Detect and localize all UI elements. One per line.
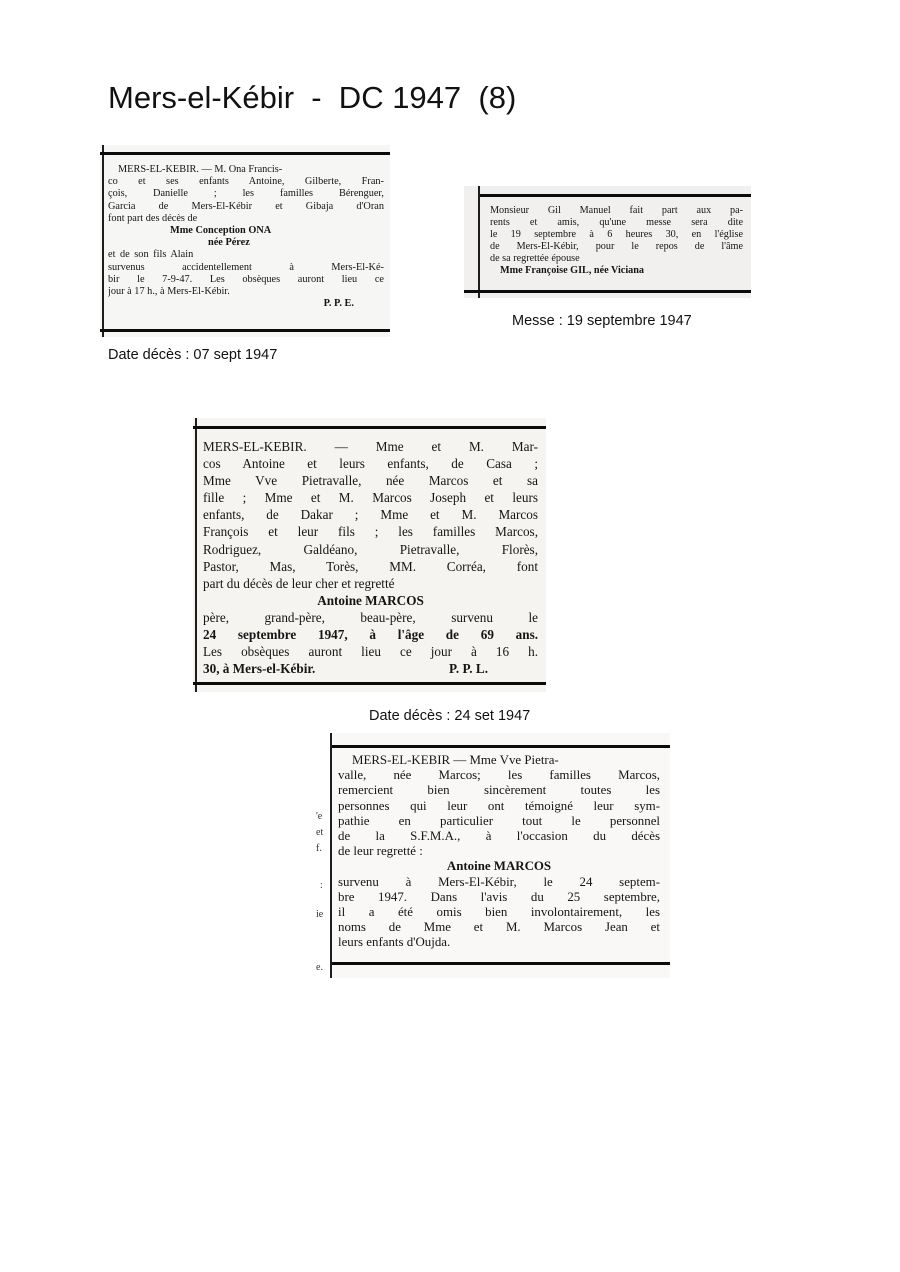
text-line: 24 septembre 1947, à l'âge de 69 ans. <box>203 627 538 643</box>
text-line: çois, Danielle ; les familles Bérenguer, <box>108 188 384 200</box>
margin-fragment: e. <box>316 962 323 973</box>
deceased-name: Mme Françoise GIL, née Viciana <box>500 265 645 276</box>
column-rule <box>330 733 332 978</box>
deceased-name: Antoine MARCOS <box>446 859 552 874</box>
text-line: Rodriguez, Galdéano, Pietravalle, Florès, <box>203 541 538 557</box>
obituary-clipping-marcos <box>193 418 546 692</box>
signature: P. P. L. <box>449 661 488 677</box>
text-line: survenu à Mers-El-Kébir, le 24 septem- <box>338 874 660 889</box>
top-rule <box>100 152 390 155</box>
text-line: père, grand-père, beau-père, survenu le <box>203 609 538 625</box>
text-line: François et leur fils ; les familles Marcos, <box>203 524 538 540</box>
text-line: valle, née Marcos; les familles Marcos, <box>338 768 660 783</box>
deceased-name: Antoine MARCOS <box>317 592 424 608</box>
bottom-rule <box>193 682 546 685</box>
margin-fragment: ie <box>316 909 324 920</box>
clipping-text <box>108 164 384 310</box>
text-line: cos Antoine et leurs enfants, de Casa ; <box>203 456 538 472</box>
text-line: Pastor, Mas, Torès, MM. Corréa, font <box>203 558 538 574</box>
caption-death-date-2: Date décès : 24 set 1947 <box>369 708 531 724</box>
text-line-end: 30, à Mers-el-Kébir. <box>203 661 316 677</box>
text-line: de leur regretté : <box>338 844 423 859</box>
text-line: enfants, de Dakar ; Mme et M. Marcos <box>203 507 538 523</box>
column-rule <box>478 186 480 298</box>
column-rule <box>102 145 104 337</box>
text-line: née Pérez <box>208 237 250 249</box>
text-line: bre 1947. Dans l'avis du 25 septembre, <box>338 889 660 904</box>
text-line: de sa regrettée épouse <box>490 253 580 264</box>
text-line: Monsieur Gil Manuel fait part aux pa- <box>490 205 743 216</box>
bottom-rule <box>100 329 390 332</box>
text-line: jour à 17 h., à Mers-El-Kébir. <box>108 286 230 298</box>
text-line: leurs enfants d'Oujda. <box>338 935 451 950</box>
clipping-text <box>203 438 538 677</box>
text-line: de Mers-El-Kébir, pour le repos de l'âme <box>490 241 743 252</box>
column-rule <box>195 418 197 692</box>
text-line: et de son fils Alain <box>108 249 194 261</box>
text-line <box>203 660 538 677</box>
thanks-notice-clipping-marcos <box>314 733 670 978</box>
page-title: Mers-el-Kébir - DC 1947 (8) <box>108 80 517 115</box>
margin-fragment: : <box>320 880 323 891</box>
text-line: co et ses enfants Antoine, Gilberte, Fran- <box>108 176 384 188</box>
text-line: MERS-EL-KEBIR. — M. Ona Francis- <box>118 164 283 175</box>
top-rule <box>480 194 751 197</box>
text-line: personnes qui leur ont témoigné leur sym- <box>338 798 660 813</box>
obituary-clipping-ona <box>100 145 390 337</box>
caption-death-date-1: Date décès : 07 sept 1947 <box>108 347 278 363</box>
top-rule <box>193 426 546 429</box>
top-rule <box>332 745 670 748</box>
deceased-name: Mme Conception ONA <box>170 225 272 237</box>
text-line: noms de Mme et M. Marcos Jean et <box>338 920 660 935</box>
text-line: Les obsèques auront lieu ce jour à 16 h. <box>203 644 538 660</box>
clipping-text <box>338 753 660 951</box>
text-line: il a été omis bien involontairement, les <box>338 905 660 920</box>
margin-fragment: f. <box>316 843 322 854</box>
mass-notice-clipping-gil <box>464 186 751 298</box>
text-line: part du décès de leur cher et regretté <box>203 575 395 591</box>
margin-fragment: et <box>316 827 324 838</box>
text-line: rents et amis, qu'une messe sera dite <box>490 217 743 228</box>
signature: P. P. E. <box>323 298 354 310</box>
text-line: remercient bien sincèrement toutes les <box>338 783 660 798</box>
bottom-rule <box>332 962 670 965</box>
text-line: fille ; Mme et M. Marcos Joseph et leurs <box>203 490 538 506</box>
text-line: MERS-EL-KEBIR — Mme Vve Pietra- <box>352 753 559 767</box>
clipping-text <box>490 205 743 277</box>
text-line: Mme Vve Pietravalle, née Marcos et sa <box>203 473 538 489</box>
text-line: le 19 septembre à 6 heures 30, en l'église <box>490 229 743 240</box>
caption-mass-date: Messe : 19 septembre 1947 <box>512 313 692 329</box>
text-line: Garcia de Mers-El-Kébir et Gibaja d'Oran <box>108 200 384 212</box>
text-line: survenus accidentellement à Mers-El-Ké- <box>108 261 384 273</box>
text-line: MERS-EL-KEBIR. — Mme et M. Mar- <box>203 439 538 454</box>
text-line: bir le 7-9-47. Les obsèques auront lieu ce <box>108 273 384 285</box>
text-line: font part des décès de <box>108 212 198 224</box>
margin-fragment: 'e <box>316 811 323 822</box>
text-line: pathie en particulier tout le personnel <box>338 813 660 828</box>
text-line: de la S.F.M.A., à l'occasion du décès <box>338 829 660 844</box>
bottom-rule <box>464 290 751 293</box>
